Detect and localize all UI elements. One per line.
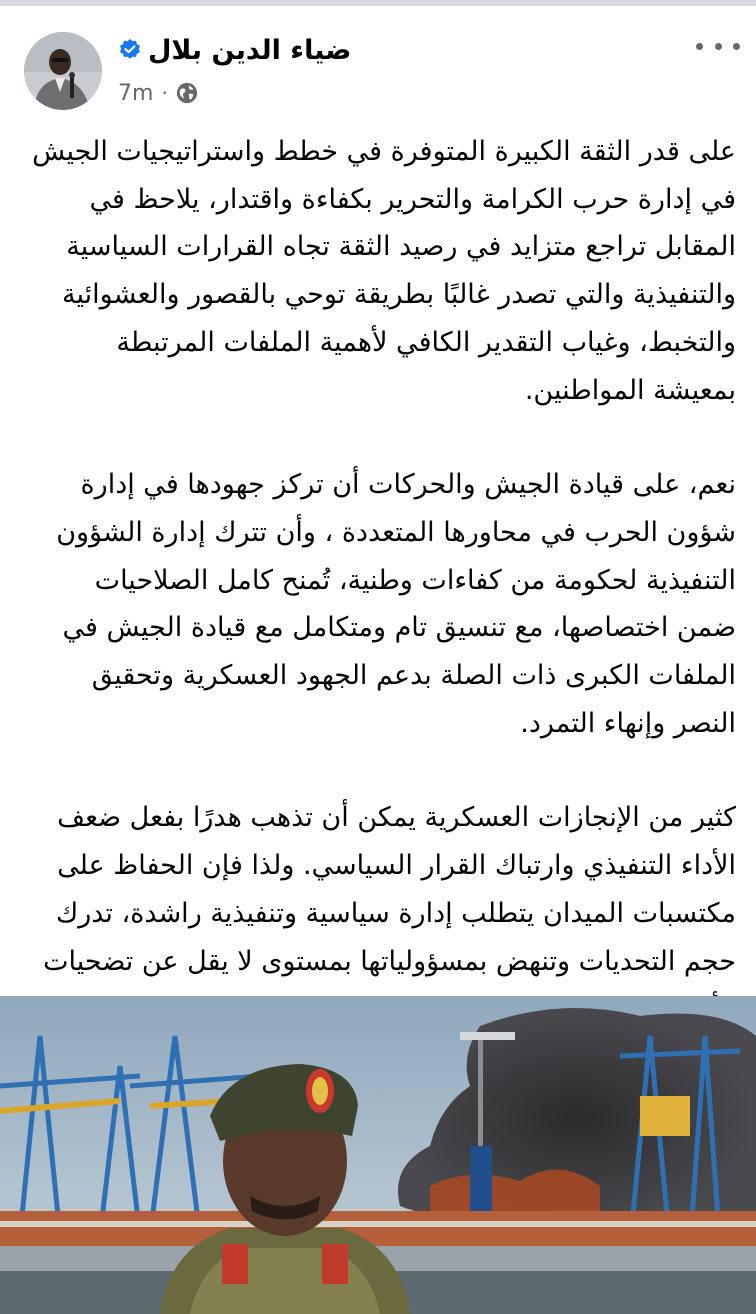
more-dot <box>696 43 703 50</box>
post-meta <box>118 78 198 108</box>
post-paragraph: على قدر الثقة الكبيرة المتوفرة في خطط واستراتيجيات الجيش في إدارة حرب الكرامة والتحرير بكفاءة واقتدار، يلاحظ في المقابل تراجع متزايد في رصيد الثقة تجاه القرارات السياسية والتنفيذية والتي تصدر غالبًا بطريقة توحي بالقصور والعشوائية والتخبط، وغياب التقدير الكافي لأهمية الملفات المرتبطة بمعيشة المواطنين. <box>32 136 736 406</box>
more-dot <box>733 43 740 50</box>
post-time[interactable]: 7m <box>118 80 154 106</box>
more-options-icon[interactable] <box>696 36 740 56</box>
more-dot <box>715 43 722 50</box>
post-photo[interactable] <box>0 996 756 1314</box>
author-avatar[interactable] <box>24 32 102 110</box>
post-header <box>0 0 756 120</box>
post-paragraph: كثير من الإنجازات العسكرية يمكن أن تذهب هدرًا بفعل ضعف الأداء التنفيذي وارتباك القرار السياسي. ولذا فإن الحفاظ على مكتسبات الميدان يتطلب إدارة سياسية وتنفيذية راشدة، تدرك حجم التحديات وتنهض بمسؤولياتها بمستوى لا يقل عن تضحيات <box>43 802 736 977</box>
author-name[interactable]: ضياء الدين بلال <box>148 34 352 66</box>
meta-separator: · <box>161 81 168 105</box>
verified-badge-icon <box>118 38 142 62</box>
post-body <box>30 128 736 1033</box>
author-line <box>118 30 352 70</box>
post-paragraph: نعم، على قيادة الجيش والحركات أن تركز جهودها في إدارة شؤون الحرب في محاورها المتعددة ، وأن تترك إدارة الشؤون التنفيذية لحكومة من كفاءات وطنية، تُمنح كامل الصلاحيات ضمن اختصاصها، مع تنسيق تام ومتكامل مع قيادة الجيش في الملفات الكبرى ذات الصلة بدعم الجهود العسكرية وتحقيق النصر وإنهاء التمرد. <box>56 469 736 739</box>
globe-icon[interactable] <box>176 82 198 104</box>
